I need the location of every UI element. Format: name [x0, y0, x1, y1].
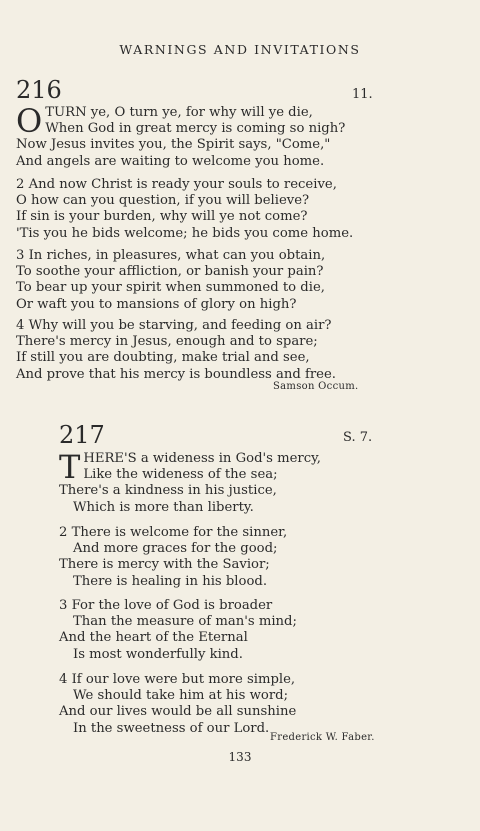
stanza	[16, 177, 353, 242]
verse-line: TURN ye, O turn ye, for why will ye die,	[45, 105, 313, 120]
stanza	[16, 102, 346, 170]
verse-line: Than the measure of man's mind;	[73, 614, 297, 630]
stanza	[16, 248, 325, 313]
page-number: 133	[228, 750, 252, 764]
verse-line: 4 Why will you be starving, and feeding on air?	[16, 318, 332, 333]
hymn-meter: S. 7.	[343, 430, 373, 445]
hymn-meter: 11.	[352, 87, 373, 102]
verse-line: If sin is your burden, why will ye not come?	[16, 209, 308, 225]
verse-line: And our lives would be all sunshine	[59, 704, 297, 720]
stanza	[59, 672, 296, 737]
verse-line: Like the wideness of the sea;	[83, 467, 278, 483]
verse-line: If still you are doubting, make trial and see,	[16, 350, 310, 366]
verse-line: Which is more than liberty.	[73, 499, 254, 515]
stanza	[59, 598, 297, 663]
verse-line: There's a kindness in his justice,	[59, 483, 277, 499]
verse-line: Is most wonderfully kind.	[73, 646, 243, 662]
stanza	[59, 448, 322, 516]
verse-line: In the sweetness of our Lord.	[73, 720, 270, 736]
verse-line: O how can you question, if you will believe?	[16, 193, 310, 209]
verse-line: 3 In riches, in pleasures, what can you obtain,	[16, 248, 326, 263]
verse-line: To soothe your affliction, or banish your pain?	[16, 264, 324, 280]
verse-line: There is mercy with the Savior;	[59, 557, 270, 573]
verse-line: 'Tis you he bids welcome; he bids you come home.	[16, 225, 354, 241]
verse-line: HERE'S a wideness in God's mercy,	[83, 451, 322, 466]
verse-line: 4 If our love were but more simple,	[59, 672, 296, 687]
verse-line: 2 And now Christ is ready your souls to receive,	[16, 177, 337, 192]
stanza	[59, 525, 287, 590]
drop-cap: T	[59, 448, 81, 486]
hymn-number: 216	[16, 76, 62, 104]
verse-line: 2 There is welcome for the sinner,	[59, 525, 288, 540]
verse-line: Now Jesus invites you, the Spirit says, "Come,"	[16, 137, 331, 153]
verse-line: There's mercy in Jesus, enough and to spare;	[16, 334, 318, 350]
verse-line: We should take him at his word;	[73, 688, 289, 704]
verse-line: When God in great mercy is coming so nigh?	[45, 121, 346, 137]
verse-line: Or waft you to mansions of glory on high?	[16, 296, 297, 312]
verse-line: And the heart of the Eternal	[59, 630, 248, 646]
author-attribution: Frederick W. Faber.	[270, 732, 375, 743]
author-attribution: Samson Occum.	[273, 381, 359, 392]
verse-line: 3 For the love of God is broader	[59, 598, 273, 613]
stanza	[16, 318, 336, 383]
running-header: WARNINGS AND INVITATIONS	[119, 42, 361, 57]
verse-line: And angels are waiting to welcome you home.	[16, 153, 325, 169]
drop-cap: O	[16, 102, 43, 140]
verse-line: And more graces for the good;	[73, 541, 278, 557]
verse-line: There is healing in his blood.	[73, 573, 268, 589]
verse-line: To bear up your spirit when summoned to die,	[16, 280, 325, 296]
verse-line: And prove that his mercy is boundless and free.	[16, 366, 336, 382]
hymn-number: 217	[59, 421, 105, 449]
